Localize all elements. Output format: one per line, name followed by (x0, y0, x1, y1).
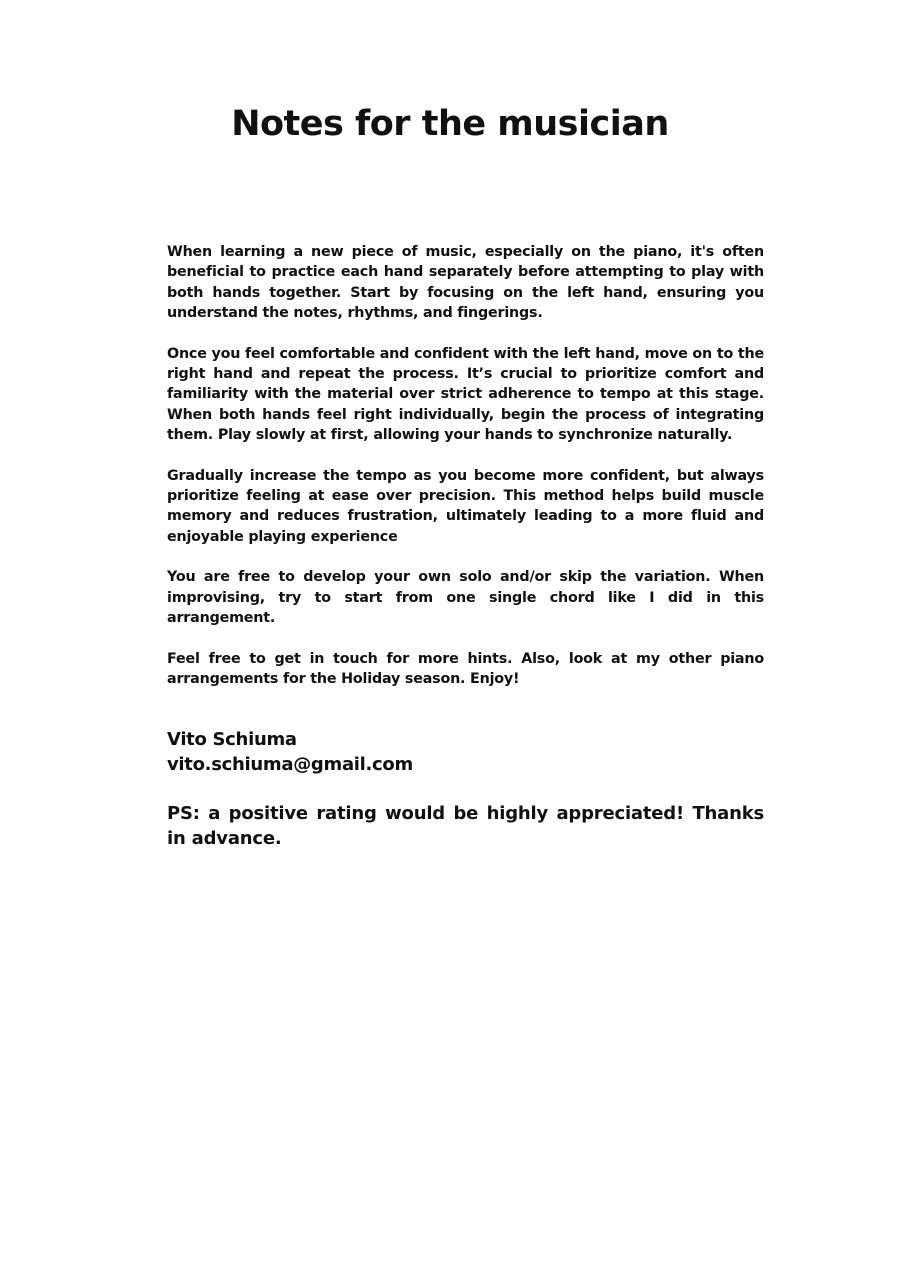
paragraph-contact: Feel free to get in touch for more hints. Also, look at my other piano arrangements for the Holiday season. Enjoy! (167, 650, 764, 687)
paragraph-right-hand: Once you feel comfortable and confident with the left hand, move on to the right hand and repeat the process. It’s crucial to prioritize comfort and familiarity with the material over strict adherence to tempo at this stage. When both hands feel right individually, begin the process of integrating them. Play slowly at first, allowing your hands to synchronize naturally. (167, 345, 764, 444)
author-email: vito.schiuma@gmail.com (167, 753, 413, 775)
author-name: Vito Schiuma (167, 729, 297, 750)
body-text (167, 242, 764, 709)
postscript: PS: a positive rating would be highly appreciated! Thanks in advance. (167, 803, 764, 849)
signature-block (167, 728, 764, 777)
page-title: Notes for the musician (231, 104, 669, 144)
paragraph-solo: You are free to develop your own solo and/or skip the variation. When improvising, try to start from one single chord like I did in this arrangement. (167, 569, 764, 627)
paragraph-practice-hands: When learning a new piece of music, especially on the piano, it's often beneficial to practice each hand separately before attempting to play with both hands together. Start by focusing on the left hand, ensuring you understand the notes, rhythms, and fingerings. (167, 244, 764, 322)
paragraph-tempo: Gradually increase the tempo as you become more confident, but always prioritize feeling at ease over precision. This method helps build muscle memory and reduces frustration, ultimately leading to a more fluid and enjoyable playing experience (167, 467, 764, 545)
